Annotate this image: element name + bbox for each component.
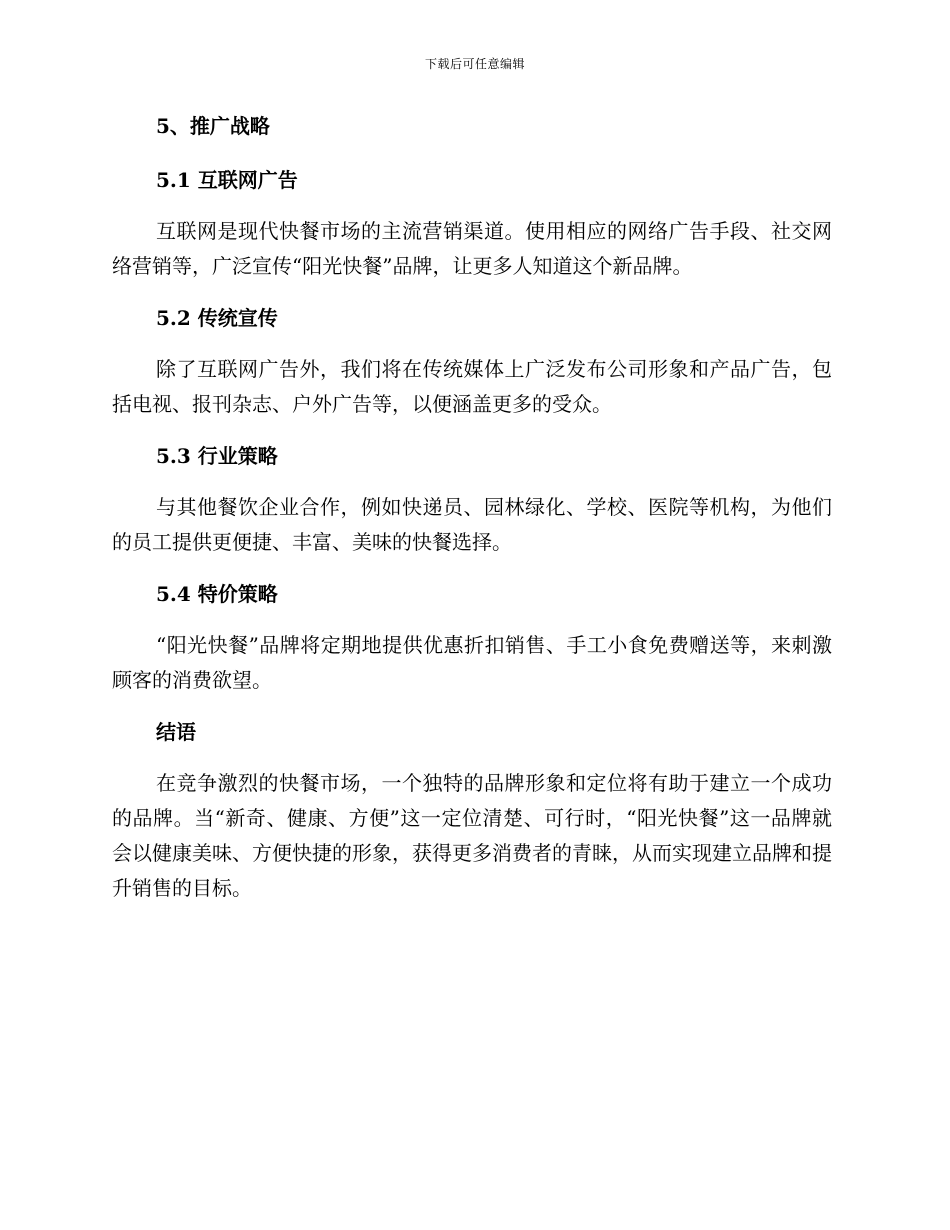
section-heading-traditional-promotion: 5.2 传统宣传 [156,306,278,330]
section-heading-industry-strategy: 5.3 行业策略 [156,444,278,468]
paragraph-traditional-promotion: 除了互联网广告外，我们将在传统媒体上广泛发布公司形象和产品广告，包括电视、报刊杂志、户外广告等，以便涵盖更多的受众。 [112,357,832,416]
document-body [112,106,832,920]
section-heading-promotion-strategy: 5、推广战略 [156,114,270,138]
paragraph-internet-ads: 互联网是现代快餐市场的主流营销渠道。使用相应的网络广告手段、社交网络营销等，广泛宣传“阳光快餐”品牌，让更多人知道这个新品牌。 [112,219,832,278]
paragraph-special-price-strategy: “阳光快餐”品牌将定期地提供优惠折扣销售、手工小食免费赠送等，来刺激顾客的消费欲望。 [112,633,832,692]
section-heading-internet-ads: 5.1 互联网广告 [156,168,298,192]
section-heading-conclusion: 结语 [156,720,196,744]
paragraph-industry-strategy: 与其他餐饮企业合作，例如快递员、园林绿化、学校、医院等机构，为他们的员工提供更便捷、丰富、美味的快餐选择。 [112,495,832,554]
header-note: 下载后可任意编辑 [424,57,525,71]
paragraph-conclusion: 在竞争激烈的快餐市场，一个独特的品牌形象和定位将有助于建立一个成功的品牌。当“新奇、健康、方便”这一定位清楚、可行时，“阳光快餐”这一品牌就会以健康美味、方便快捷的形象，获得更多消费者的青睐，从而实现建立品牌和提升销售的目标。 [112,771,832,900]
section-heading-special-price-strategy: 5.4 特价策略 [156,582,278,606]
